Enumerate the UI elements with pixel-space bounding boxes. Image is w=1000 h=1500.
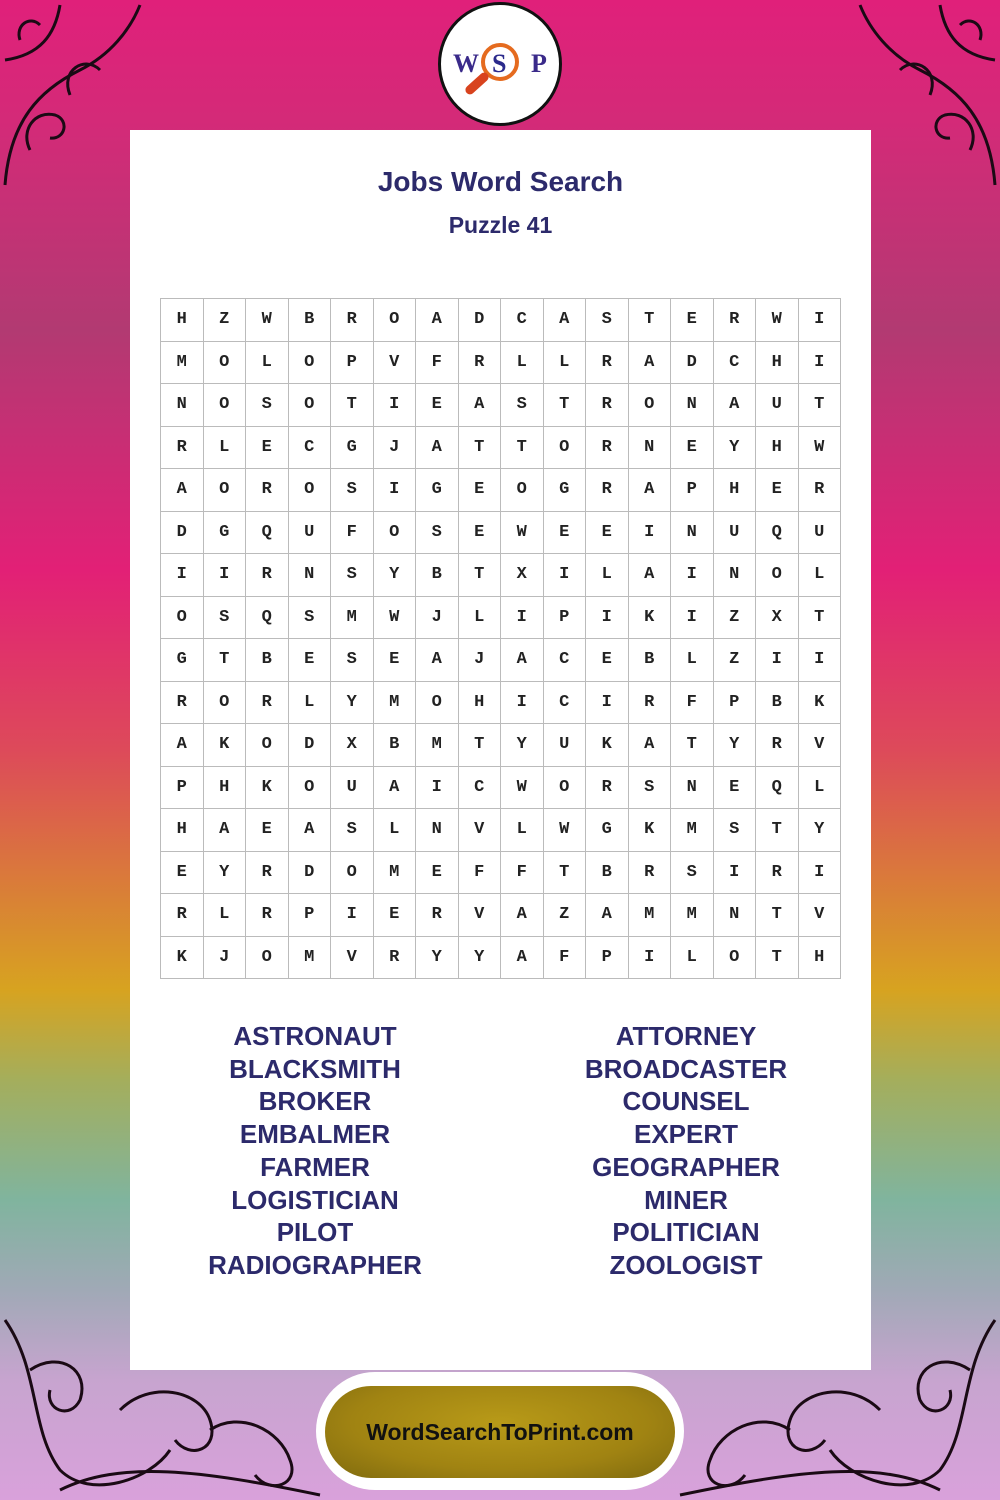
grid-cell[interactable]: B (289, 299, 332, 342)
grid-cell[interactable]: E (544, 512, 587, 555)
grid-cell[interactable]: R (374, 937, 417, 980)
site-button-frame (316, 1372, 684, 1490)
grid-cell[interactable]: D (459, 299, 502, 342)
grid-cell[interactable]: W (756, 299, 799, 342)
grid-cell[interactable]: I (799, 852, 842, 895)
grid-cell[interactable]: E (671, 427, 714, 470)
grid-cell[interactable]: W (374, 597, 417, 640)
grid-cell[interactable]: T (799, 384, 842, 427)
word-list-right (501, 1020, 871, 1282)
grid-cell[interactable]: G (544, 469, 587, 512)
grid-cell[interactable]: W (544, 809, 587, 852)
grid-cell[interactable]: H (161, 299, 204, 342)
grid-cell[interactable]: P (161, 767, 204, 810)
grid-cell[interactable]: G (161, 639, 204, 682)
grid-cell[interactable]: N (714, 894, 757, 937)
grid-cell[interactable]: L (501, 809, 544, 852)
grid-cell[interactable]: Z (714, 597, 757, 640)
grid-cell[interactable]: R (629, 682, 672, 725)
grid-cell[interactable]: Q (756, 767, 799, 810)
grid-cell[interactable]: N (289, 554, 332, 597)
grid-cell[interactable]: T (331, 384, 374, 427)
grid-cell[interactable]: Y (374, 554, 417, 597)
grid-cell[interactable]: G (586, 809, 629, 852)
grid-cell[interactable]: A (501, 639, 544, 682)
grid-cell[interactable]: F (501, 852, 544, 895)
grid-cell[interactable]: N (671, 384, 714, 427)
grid-cell[interactable]: T (501, 427, 544, 470)
grid-cell[interactable]: J (459, 639, 502, 682)
grid-cell[interactable]: N (671, 767, 714, 810)
grid-cell[interactable]: R (246, 469, 289, 512)
grid-cell[interactable]: L (246, 342, 289, 385)
grid-cell[interactable]: D (161, 512, 204, 555)
grid-cell[interactable]: O (289, 469, 332, 512)
grid-cell[interactable]: R (714, 299, 757, 342)
grid-cell[interactable]: Y (204, 852, 247, 895)
word-item: COUNSEL (622, 1086, 750, 1117)
grid-cell[interactable]: A (459, 384, 502, 427)
grid-cell[interactable]: R (459, 342, 502, 385)
grid-cell[interactable]: O (374, 512, 417, 555)
grid-cell[interactable]: T (459, 427, 502, 470)
site-link-button[interactable]: WordSearchToPrint.com (325, 1386, 675, 1478)
grid-cell[interactable]: T (756, 894, 799, 937)
word-item: LOGISTICIAN (231, 1184, 399, 1215)
word-item: MINER (644, 1184, 728, 1215)
grid-cell[interactable]: O (246, 937, 289, 980)
grid-cell[interactable]: A (714, 384, 757, 427)
grid-cell[interactable]: N (416, 809, 459, 852)
grid-cell[interactable]: I (586, 682, 629, 725)
grid-cell[interactable]: D (289, 724, 332, 767)
grid-cell[interactable]: Y (501, 724, 544, 767)
grid-cell[interactable]: R (246, 894, 289, 937)
word-item: RADIOGRAPHER (208, 1249, 422, 1280)
grid-cell[interactable]: S (331, 469, 374, 512)
grid-cell[interactable]: O (416, 682, 459, 725)
grid-cell[interactable]: E (459, 469, 502, 512)
grid-cell[interactable]: E (289, 639, 332, 682)
grid-cell[interactable]: R (629, 852, 672, 895)
grid-cell[interactable]: O (374, 299, 417, 342)
grid-cell[interactable]: H (756, 342, 799, 385)
grid-cell[interactable]: M (374, 682, 417, 725)
grid-cell[interactable]: A (416, 299, 459, 342)
word-item: BLACKSMITH (229, 1053, 401, 1084)
grid-cell[interactable]: R (416, 894, 459, 937)
grid-cell[interactable]: E (416, 384, 459, 427)
grid-cell[interactable]: E (586, 512, 629, 555)
grid-cell[interactable]: G (416, 469, 459, 512)
grid-cell[interactable]: R (586, 384, 629, 427)
grid-cell[interactable]: I (671, 597, 714, 640)
grid-cell[interactable]: B (756, 682, 799, 725)
grid-cell[interactable]: C (289, 427, 332, 470)
word-item: FARMER (260, 1151, 370, 1182)
page-title: Jobs Word Search (377, 166, 624, 197)
grid-cell[interactable]: K (629, 597, 672, 640)
grid-cell[interactable]: Y (714, 427, 757, 470)
grid-cell[interactable]: J (416, 597, 459, 640)
grid-cell[interactable]: O (756, 554, 799, 597)
grid-cell[interactable]: N (161, 384, 204, 427)
grid-cell[interactable]: S (331, 809, 374, 852)
grid-cell[interactable]: O (331, 852, 374, 895)
grid-cell[interactable]: M (161, 342, 204, 385)
grid-cell[interactable]: A (629, 724, 672, 767)
grid-cell[interactable]: Y (799, 809, 842, 852)
word-item: EXPERT (633, 1119, 739, 1150)
grid-cell[interactable]: E (714, 767, 757, 810)
grid-cell[interactable]: R (331, 299, 374, 342)
grid-cell[interactable]: H (756, 427, 799, 470)
grid-cell[interactable]: O (204, 682, 247, 725)
grid-cell[interactable]: V (799, 724, 842, 767)
grid-cell[interactable]: K (586, 724, 629, 767)
grid-cell[interactable]: E (161, 852, 204, 895)
grid-cell[interactable]: R (246, 852, 289, 895)
grid-cell[interactable]: T (756, 937, 799, 980)
grid-cell[interactable]: Q (246, 512, 289, 555)
grid-cell[interactable]: T (544, 384, 587, 427)
grid-cell[interactable]: W (246, 299, 289, 342)
word-item: ATTORNEY (615, 1021, 757, 1051)
grid-cell[interactable]: T (459, 724, 502, 767)
grid-cell[interactable]: L (671, 639, 714, 682)
grid-cell[interactable]: K (629, 809, 672, 852)
grid-cell[interactable]: M (331, 597, 374, 640)
grid-cell[interactable]: F (416, 342, 459, 385)
grid-cell[interactable]: R (756, 852, 799, 895)
grid-cell[interactable]: S (204, 597, 247, 640)
grid-cell[interactable]: A (544, 299, 587, 342)
grid-cell[interactable]: T (799, 597, 842, 640)
grid-cell[interactable]: I (374, 384, 417, 427)
grid-cell[interactable]: L (544, 342, 587, 385)
grid-cell[interactable]: I (799, 299, 842, 342)
grid-cell[interactable]: I (416, 767, 459, 810)
puzzle-number: Puzzle 41 (448, 212, 553, 238)
grid-cell[interactable]: B (586, 852, 629, 895)
grid-cell[interactable]: C (544, 682, 587, 725)
grid-cell[interactable]: S (416, 512, 459, 555)
grid-cell[interactable]: E (671, 299, 714, 342)
grid-cell[interactable]: V (331, 937, 374, 980)
grid-cell[interactable]: O (629, 384, 672, 427)
grid-cell[interactable]: R (756, 724, 799, 767)
word-item: EMBALMER (239, 1119, 391, 1150)
letter-grid[interactable] (160, 298, 841, 979)
grid-cell[interactable]: R (799, 469, 842, 512)
grid-cell[interactable]: P (544, 597, 587, 640)
grid-cell[interactable]: V (374, 342, 417, 385)
grid-cell[interactable]: B (374, 724, 417, 767)
grid-cell[interactable]: M (629, 894, 672, 937)
grid-cell[interactable]: F (671, 682, 714, 725)
grid-cell[interactable]: K (161, 937, 204, 980)
grid-cell[interactable]: I (671, 554, 714, 597)
wsp-logo[interactable] (438, 2, 562, 126)
grid-cell[interactable]: K (204, 724, 247, 767)
word-item: BROADCASTER (584, 1053, 788, 1084)
grid-cell[interactable]: M (671, 894, 714, 937)
grid-cell[interactable]: O (544, 427, 587, 470)
grid-cell[interactable]: Z (714, 639, 757, 682)
grid-cell[interactable]: O (289, 342, 332, 385)
word-item: POLITICIAN (612, 1217, 760, 1248)
grid-cell[interactable]: U (331, 767, 374, 810)
grid-cell[interactable]: N (671, 512, 714, 555)
word-item: BROKER (258, 1086, 372, 1117)
grid-cell[interactable]: P (714, 682, 757, 725)
grid-cell[interactable]: E (586, 639, 629, 682)
grid-cell[interactable]: A (629, 342, 672, 385)
grid-cell[interactable]: R (161, 427, 204, 470)
grid-cell[interactable]: F (331, 512, 374, 555)
grid-cell[interactable]: A (161, 724, 204, 767)
grid-cell[interactable]: U (799, 512, 842, 555)
grid-cell[interactable]: U (289, 512, 332, 555)
grid-cell[interactable]: S (501, 384, 544, 427)
grid-cell[interactable]: W (799, 427, 842, 470)
grid-cell[interactable]: E (374, 639, 417, 682)
grid-cell[interactable]: Q (246, 597, 289, 640)
grid-cell[interactable]: E (416, 852, 459, 895)
grid-cell[interactable]: P (331, 342, 374, 385)
grid-cell[interactable]: L (204, 894, 247, 937)
word-item: PILOT (276, 1217, 354, 1248)
grid-cell[interactable]: O (204, 384, 247, 427)
grid-cell[interactable]: A (501, 937, 544, 980)
grid-cell[interactable]: H (714, 469, 757, 512)
grid-cell[interactable]: P (671, 469, 714, 512)
grid-cell[interactable]: T (756, 809, 799, 852)
grid-cell[interactable]: M (416, 724, 459, 767)
grid-cell[interactable]: R (586, 427, 629, 470)
grid-cell[interactable]: I (586, 597, 629, 640)
grid-cell[interactable]: A (374, 767, 417, 810)
grid-cell[interactable]: R (586, 469, 629, 512)
grid-cell[interactable]: C (501, 299, 544, 342)
grid-cell[interactable]: J (204, 937, 247, 980)
grid-cell[interactable]: C (544, 639, 587, 682)
grid-cell[interactable]: S (289, 597, 332, 640)
grid-cell[interactable]: A (416, 427, 459, 470)
grid-cell[interactable]: T (544, 852, 587, 895)
grid-cell[interactable]: I (331, 894, 374, 937)
grid-cell[interactable]: Y (714, 724, 757, 767)
grid-cell[interactable]: O (161, 597, 204, 640)
grid-cell[interactable]: I (204, 554, 247, 597)
grid-cell[interactable]: L (459, 597, 502, 640)
grid-cell[interactable]: L (799, 767, 842, 810)
grid-cell[interactable]: A (501, 894, 544, 937)
word-list-left (130, 1020, 500, 1282)
grid-cell[interactable]: T (204, 639, 247, 682)
grid-cell[interactable]: I (799, 639, 842, 682)
grid-cell[interactable]: O (204, 469, 247, 512)
grid-cell[interactable]: E (246, 427, 289, 470)
grid-cell[interactable]: L (586, 554, 629, 597)
grid-cell[interactable]: L (671, 937, 714, 980)
grid-cell[interactable]: M (671, 809, 714, 852)
grid-cell[interactable]: R (161, 682, 204, 725)
grid-cell[interactable]: I (161, 554, 204, 597)
grid-cell[interactable]: J (374, 427, 417, 470)
grid-cell[interactable]: H (459, 682, 502, 725)
grid-cell[interactable]: R (246, 554, 289, 597)
grid-cell[interactable]: Z (544, 894, 587, 937)
grid-cell[interactable]: K (246, 767, 289, 810)
grid-cell[interactable]: A (629, 469, 672, 512)
grid-cell[interactable]: E (756, 469, 799, 512)
grid-cell[interactable]: X (331, 724, 374, 767)
grid-cell[interactable]: O (501, 469, 544, 512)
grid-cell[interactable]: U (714, 512, 757, 555)
grid-cell[interactable]: B (246, 639, 289, 682)
grid-cell[interactable]: X (756, 597, 799, 640)
grid-cell[interactable]: T (459, 554, 502, 597)
grid-cell[interactable]: G (331, 427, 374, 470)
grid-cell[interactable]: O (289, 767, 332, 810)
grid-cell[interactable]: W (501, 512, 544, 555)
grid-cell[interactable]: I (501, 682, 544, 725)
logo-letter-w: W (453, 49, 479, 78)
grid-cell[interactable]: Q (756, 512, 799, 555)
grid-cell[interactable]: I (629, 512, 672, 555)
grid-cell[interactable]: I (799, 342, 842, 385)
grid-cell[interactable]: G (204, 512, 247, 555)
grid-cell[interactable]: E (459, 512, 502, 555)
grid-cell[interactable]: I (756, 639, 799, 682)
grid-cell[interactable]: I (714, 852, 757, 895)
grid-cell[interactable]: O (714, 937, 757, 980)
grid-cell[interactable]: R (586, 342, 629, 385)
logo-letter-s: S (492, 49, 507, 78)
grid-cell[interactable]: I (629, 937, 672, 980)
grid-cell[interactable]: A (161, 469, 204, 512)
grid-cell[interactable]: C (714, 342, 757, 385)
grid-cell[interactable]: I (544, 554, 587, 597)
grid-cell[interactable]: H (204, 767, 247, 810)
grid-cell[interactable]: Y (331, 682, 374, 725)
grid-cell[interactable]: P (289, 894, 332, 937)
grid-cell[interactable]: C (459, 767, 502, 810)
grid-cell[interactable]: D (671, 342, 714, 385)
grid-cell[interactable]: S (246, 384, 289, 427)
grid-cell[interactable]: L (289, 682, 332, 725)
grid-cell[interactable]: Z (204, 299, 247, 342)
grid-cell[interactable]: E (246, 809, 289, 852)
grid-cell[interactable]: A (289, 809, 332, 852)
grid-cell[interactable]: F (544, 937, 587, 980)
grid-cell[interactable]: S (331, 639, 374, 682)
grid-cell[interactable]: A (586, 894, 629, 937)
grid-cell[interactable]: R (246, 682, 289, 725)
grid-cell[interactable]: R (586, 767, 629, 810)
grid-cell[interactable]: V (459, 894, 502, 937)
grid-cell[interactable]: L (799, 554, 842, 597)
grid-cell[interactable]: L (501, 342, 544, 385)
word-item: GEOGRAPHER (592, 1151, 780, 1182)
grid-cell[interactable]: O (544, 767, 587, 810)
grid-cell[interactable]: O (246, 724, 289, 767)
grid-cell[interactable]: V (459, 809, 502, 852)
grid-cell[interactable]: S (629, 767, 672, 810)
grid-cell[interactable]: B (416, 554, 459, 597)
grid-cell[interactable]: R (161, 894, 204, 937)
grid-cell[interactable]: P (586, 937, 629, 980)
grid-cell[interactable]: Y (416, 937, 459, 980)
puzzle-panel (130, 130, 871, 1370)
grid-cell[interactable]: T (671, 724, 714, 767)
grid-cell[interactable]: L (204, 427, 247, 470)
grid-cell[interactable]: K (799, 682, 842, 725)
grid-cell[interactable]: L (374, 809, 417, 852)
grid-cell[interactable]: I (501, 597, 544, 640)
grid-cell[interactable]: U (756, 384, 799, 427)
grid-cell[interactable]: A (629, 554, 672, 597)
grid-cell[interactable]: H (161, 809, 204, 852)
grid-cell[interactable]: E (374, 894, 417, 937)
word-item: ZOOLOGIST (609, 1249, 763, 1280)
grid-cell[interactable]: S (331, 554, 374, 597)
grid-cell[interactable]: H (799, 937, 842, 980)
grid-cell[interactable]: N (714, 554, 757, 597)
corner-ornament-top-left (0, 0, 150, 190)
grid-cell[interactable]: A (204, 809, 247, 852)
grid-cell[interactable]: V (799, 894, 842, 937)
grid-cell[interactable]: X (501, 554, 544, 597)
grid-cell[interactable]: W (501, 767, 544, 810)
grid-cell[interactable]: S (671, 852, 714, 895)
grid-cell[interactable]: D (289, 852, 332, 895)
grid-cell[interactable]: B (629, 639, 672, 682)
grid-cell[interactable]: O (204, 342, 247, 385)
grid-cell[interactable]: M (374, 852, 417, 895)
grid-cell[interactable]: U (544, 724, 587, 767)
grid-cell[interactable]: M (289, 937, 332, 980)
grid-cell[interactable]: T (629, 299, 672, 342)
grid-cell[interactable]: A (416, 639, 459, 682)
grid-cell[interactable]: O (289, 384, 332, 427)
grid-cell[interactable]: S (586, 299, 629, 342)
grid-cell[interactable]: Y (459, 937, 502, 980)
logo-letter-p: P (531, 49, 547, 78)
word-item: ASTRONAUT (233, 1021, 397, 1051)
grid-cell[interactable]: I (374, 469, 417, 512)
grid-cell[interactable]: S (714, 809, 757, 852)
grid-cell[interactable]: N (629, 427, 672, 470)
grid-cell[interactable]: F (459, 852, 502, 895)
